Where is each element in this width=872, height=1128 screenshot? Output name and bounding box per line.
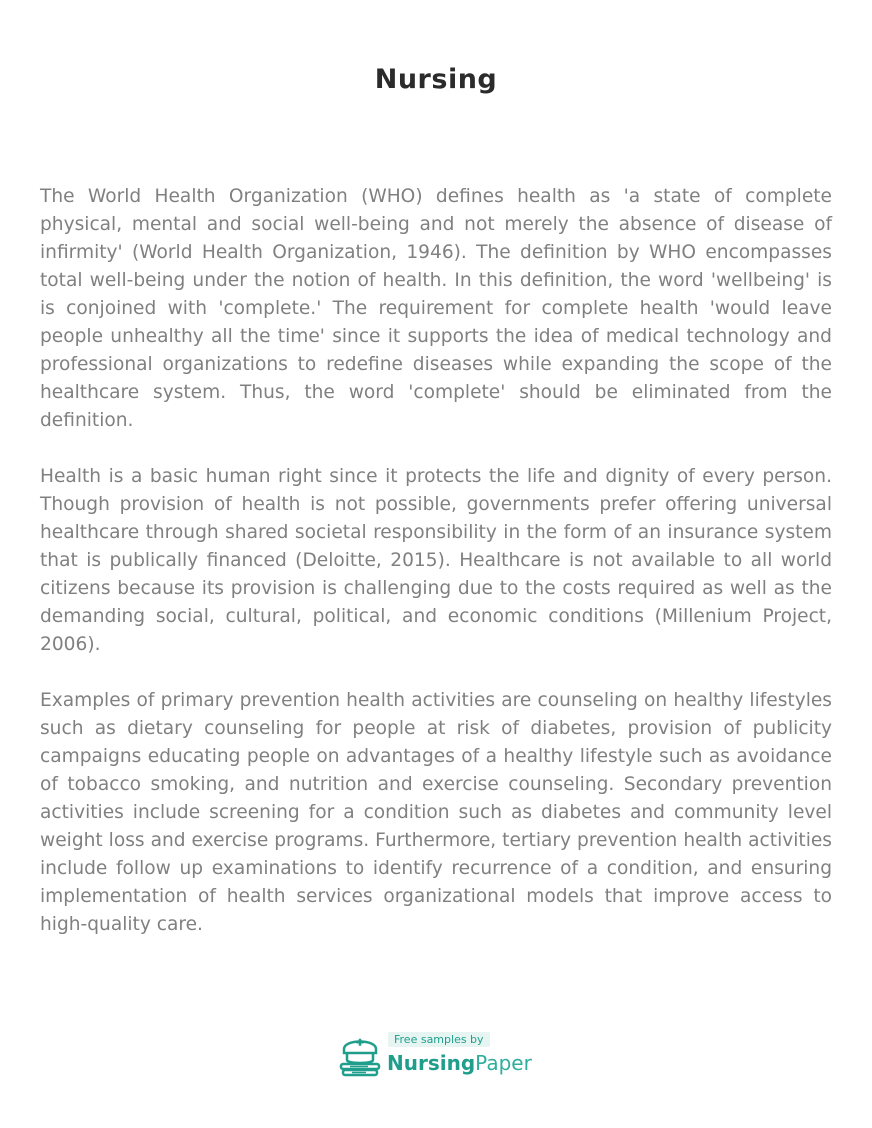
logo-tagline: Free samples by <box>388 1032 490 1047</box>
paragraph-3: Examples of primary prevention health activities are counseling on healthy lifestyles such as dietary counseling for people at risk of diabetes, provision of publicity campaigns educating people on advantages of a healthy lifestyle such as avoidance of tobacco smoking, and nutrition and exercise counseling. Secondary prevention activities include screening for a condition such as diabetes and community level weight loss and exercise programs. Furthermore, tertiary prevention health activities include follow up examinations to identify recurrence of a condition, and ensuring implementation of health services organizational models that improve access to high-quality care. <box>40 690 832 935</box>
logo-brand-name <box>387 1051 532 1075</box>
page-title: Nursing <box>374 64 498 95</box>
essay-body <box>40 183 832 967</box>
logo-brand-light: Paper <box>475 1051 532 1075</box>
paragraph-1: The World Health Organization (WHO) defines health as 'a state of complete physical, mental and social well-being and not merely the absence of disease of infirmity' (World Health Organization, 1946). The definition by WHO encompasses total well-being under the notion of health. In this definition, the word 'wellbeing' is is conjoined with 'complete.' The requirement for complete health 'would leave people unhealthy all the time' since it supports the idea of medical technology and professional organizations to redefine diseases while expanding the scope of the healthcare system. Thus, the word 'complete' should be eliminated from the definition. <box>40 186 832 431</box>
paragraph-2: Health is a basic human right since it protects the life and dignity of every person. Though provision of health is not possible, governments prefer offering universal healthcare through shared societal responsibility in the form of an insurance system that is publically financed (Deloitte, 2015). Healthcare is not available to all world citizens because its provision is challenging due to the costs required as well as the demanding social, cultural, political, and economic conditions (Millenium Project, 2006). <box>40 466 832 655</box>
footer-logo[interactable] <box>338 1031 538 1079</box>
nurse-cap-books-icon <box>338 1033 382 1077</box>
logo-brand-bold: Nursing <box>387 1051 476 1075</box>
